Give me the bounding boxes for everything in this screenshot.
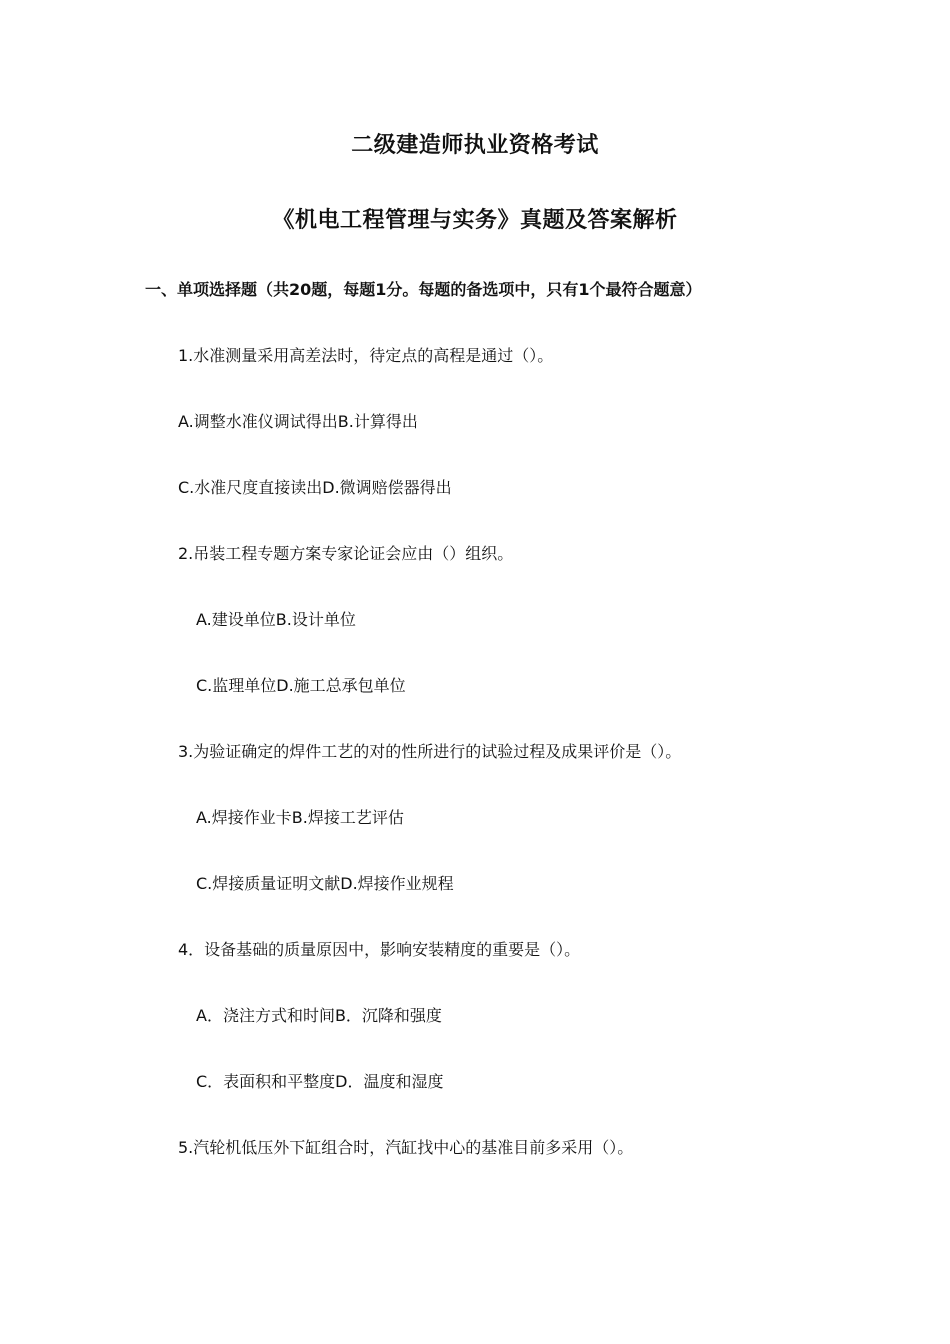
question-option: C．表面积和平整度D．温度和湿度: [196, 1072, 444, 1091]
question-stem: 2.吊装工程专题方案专家论证会应由（）组织。: [178, 544, 514, 563]
document-title: 二级建造师执业资格考试: [351, 133, 599, 158]
question-option: C.焊接质量证明文献D.焊接作业规程: [196, 874, 454, 893]
question-option: A．浇注方式和时间B．沉降和强度: [196, 1006, 442, 1025]
question-stem: 3.为验证确定的焊件工艺的对的性所进行的试验过程及成果评价是（）。: [178, 742, 682, 761]
document-subtitle: 《机电工程管理与实务》真题及答案解析: [272, 208, 678, 233]
question-option: A.焊接作业卡B.焊接工艺评估: [196, 808, 404, 827]
question-stem: 1.水准测量采用高差法时，待定点的高程是通过（）。: [178, 346, 554, 365]
question-stem: 5.汽轮机低压外下缸组合时，汽缸找中心的基准目前多采用（）。: [178, 1138, 634, 1157]
question-option: C.水准尺度直接读出D.微调赔偿器得出: [178, 478, 452, 497]
question-option: A.建设单位B.设计单位: [196, 610, 356, 629]
question-option: A.调整水准仪调试得出B.计算得出: [178, 412, 418, 431]
question-stem: 4．设备基础的质量原因中，影响安装精度的重要是（）。: [178, 940, 581, 959]
section-heading: 一、单项选择题（共20题，每题1分。每题的备选项中，只有1个最符合题意）: [145, 280, 702, 299]
question-option: C.监理单位D.施工总承包单位: [196, 676, 406, 695]
